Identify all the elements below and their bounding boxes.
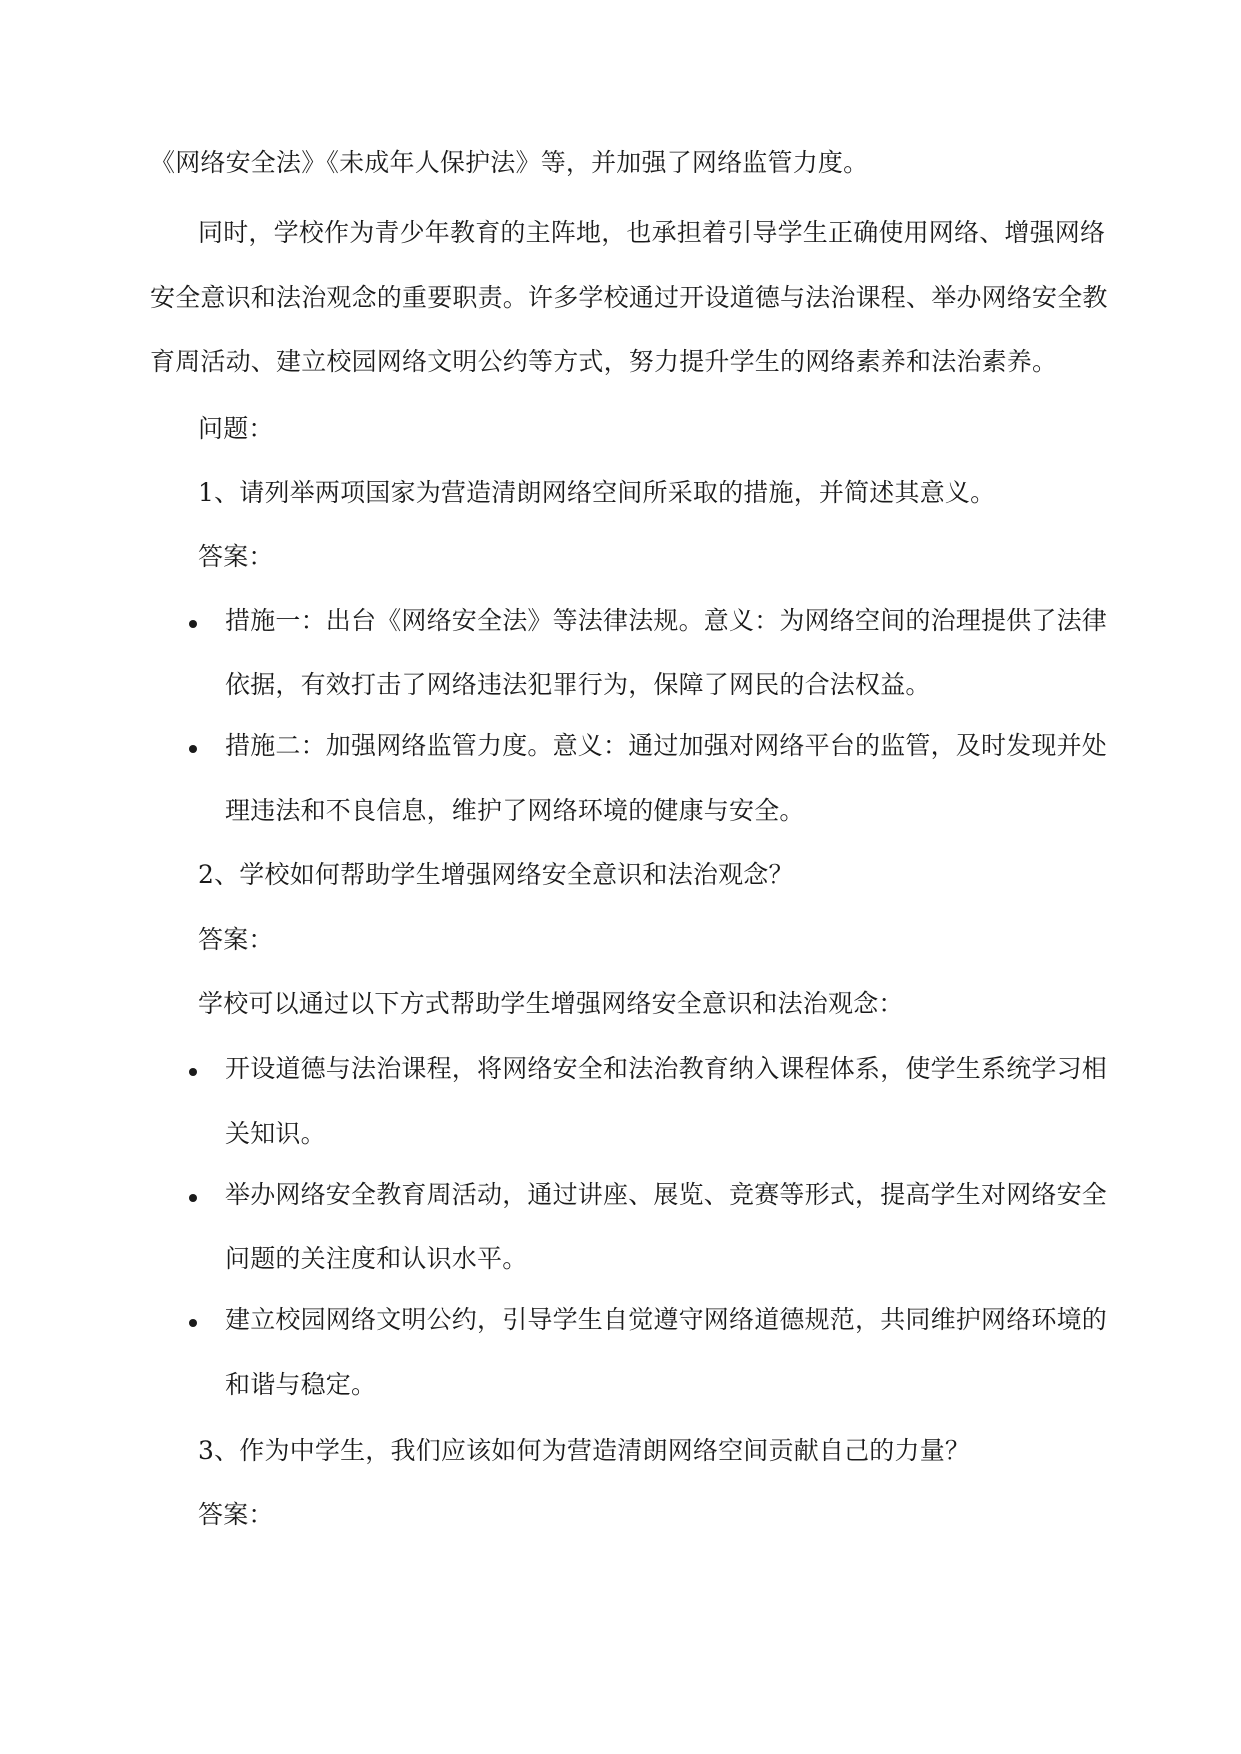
bullet-icon <box>189 745 197 753</box>
list-item-text: 措施一：出台《网络安全法》等法律法规。意义：为网络空间的治理提供了法律 <box>225 606 1108 635</box>
bullet-icon <box>189 1068 197 1076</box>
list-item-text: 和谐与稳定。 <box>225 1370 377 1399</box>
bullet-icon <box>189 1194 197 1202</box>
paragraph-text: 同时，学校作为青少年教育的主阵地，也承担着引导学生正确使用网络、增强网络 <box>198 218 1106 247</box>
paragraph-text: 安全意识和法治观念的重要职责。许多学校通过开设道德与法治课程、举办网络安全教 <box>150 283 1108 312</box>
list-item-text: 开设道德与法治课程，将网络安全和法治教育纳入课程体系，使学生系统学习相 <box>225 1054 1108 1083</box>
paragraph-text: 育周活动、建立校园网络文明公约等方式，努力提升学生的网络素养和法治素养。 <box>150 347 1058 376</box>
answer-label: 答案： <box>198 925 274 954</box>
list-item-text: 关知识。 <box>225 1119 326 1148</box>
bullet-icon <box>189 620 197 628</box>
list-item-text: 举办网络安全教育周活动，通过讲座、展览、竞赛等形式，提高学生对网络安全 <box>225 1180 1108 1209</box>
list-item-text: 措施二：加强网络监管力度。意义：通过加强对网络平台的监管，及时发现并处 <box>225 731 1108 760</box>
question-1: 1、请列举两项国家为营造清朗网络空间所采取的措施，并简述其意义。 <box>198 478 996 507</box>
list-item-text: 依据，有效打击了网络违法犯罪行为，保障了网民的合法权益。 <box>225 670 931 699</box>
bullet-icon <box>189 1319 197 1327</box>
answer-label: 答案： <box>198 542 274 571</box>
answer-intro: 学校可以通过以下方式帮助学生增强网络安全意识和法治观念： <box>198 989 904 1018</box>
answer-label: 答案： <box>198 1500 274 1529</box>
list-item-text: 建立校园网络文明公约，引导学生自觉遵守网络道德规范，共同维护网络环境的 <box>225 1305 1108 1334</box>
paragraph-text: 《网络安全法》《未成年人保护法》等，并加强了网络监管力度。 <box>150 148 869 177</box>
question-2: 2、学校如何帮助学生增强网络安全意识和法治观念？ <box>198 860 794 889</box>
questions-label: 问题： <box>198 414 274 443</box>
question-3: 3、作为中学生，我们应该如何为营造清朗网络空间贡献自己的力量？ <box>198 1436 971 1465</box>
list-item-text: 问题的关注度和认识水平。 <box>225 1244 528 1273</box>
list-item-text: 理违法和不良信息，维护了网络环境的健康与安全。 <box>225 796 805 825</box>
